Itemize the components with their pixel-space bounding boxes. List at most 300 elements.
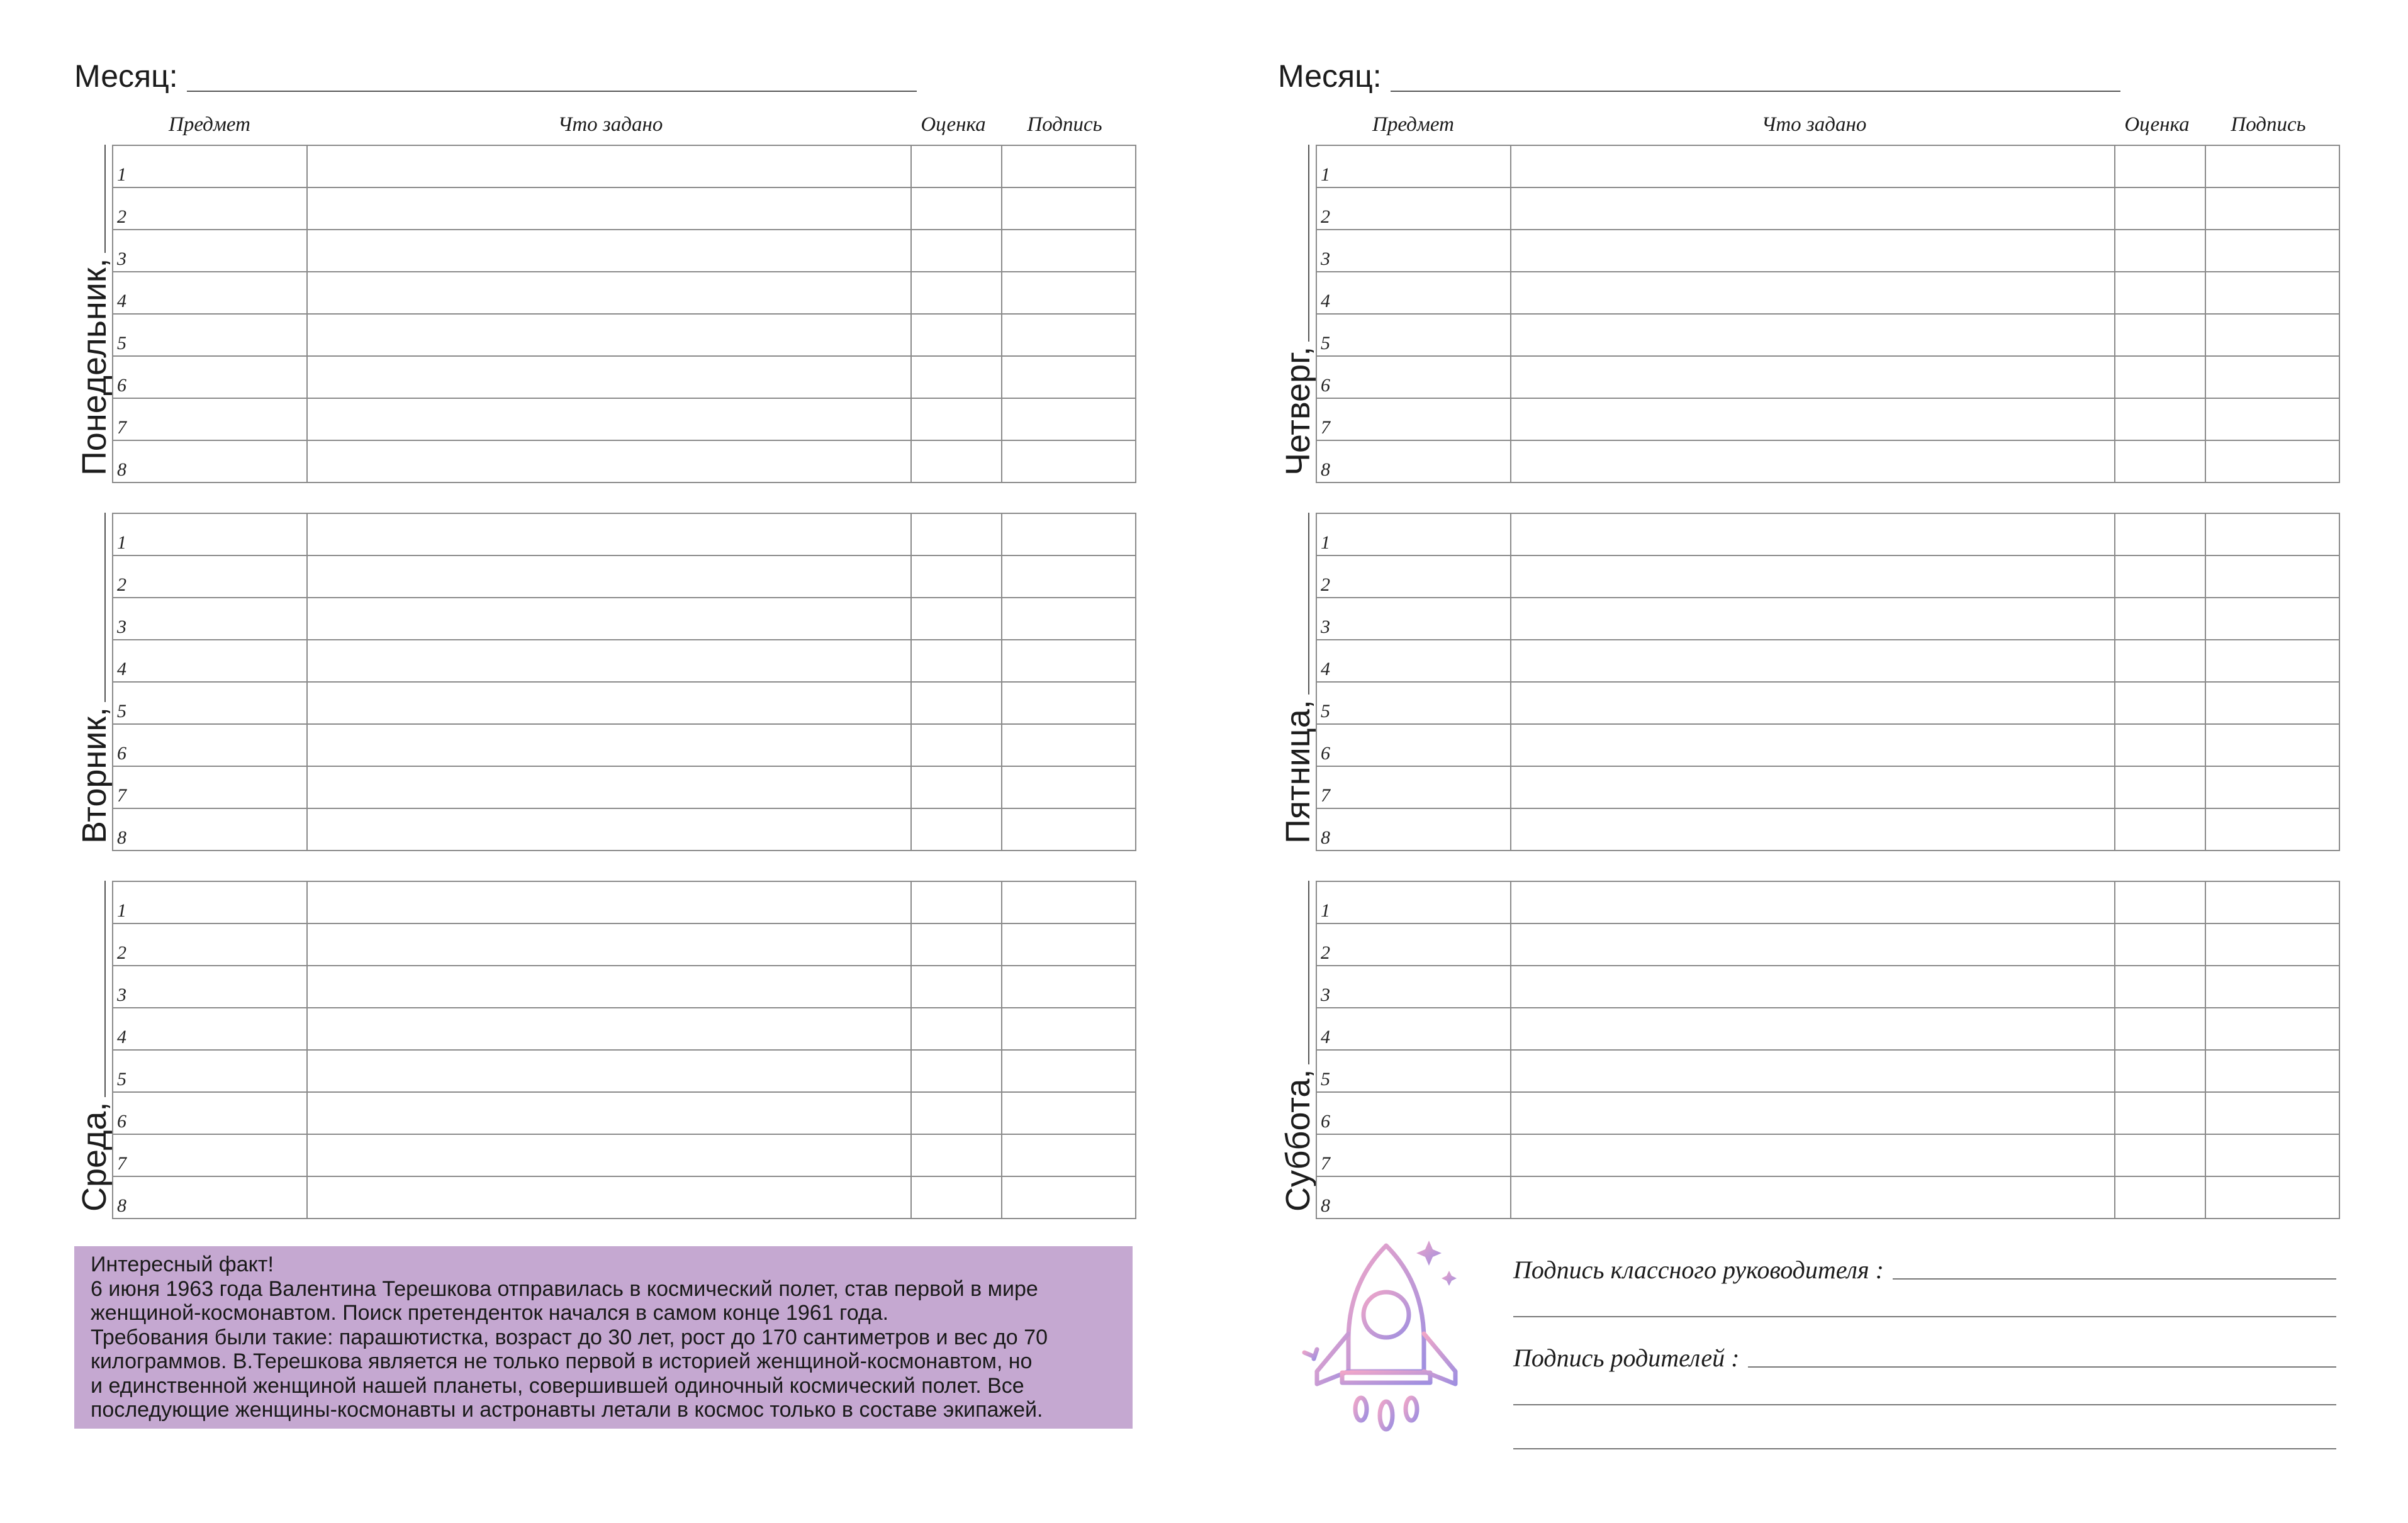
task-cell[interactable] xyxy=(307,1050,911,1092)
subject-cell[interactable] xyxy=(113,766,307,808)
table-row xyxy=(1316,1176,2339,1219)
lesson-number: 4 xyxy=(1321,291,1330,311)
rocket-icon xyxy=(1279,1227,1493,1441)
lesson-number: 3 xyxy=(1321,248,1330,269)
lesson-number: 6 xyxy=(117,1111,126,1132)
signature-cell[interactable] xyxy=(2205,272,2339,314)
grade-cell[interactable] xyxy=(911,1050,1002,1092)
table-row xyxy=(113,1176,1136,1219)
subject-cell[interactable] xyxy=(113,398,307,440)
day-label-friday: Пятница, xyxy=(1279,700,1317,844)
task-cell[interactable] xyxy=(307,881,911,923)
subject-cell[interactable] xyxy=(1316,440,1511,483)
day-date-line[interactable] xyxy=(1308,881,1309,1064)
lesson-number: 7 xyxy=(117,785,126,806)
task-cell[interactable] xyxy=(1511,766,2115,808)
signature-cell[interactable] xyxy=(2205,356,2339,398)
signature-cell[interactable] xyxy=(2205,923,2339,966)
task-cell[interactable] xyxy=(307,598,911,640)
subject-cell[interactable] xyxy=(1316,766,1511,808)
task-cell[interactable] xyxy=(307,766,911,808)
homework-table-friday xyxy=(1316,513,2340,851)
lesson-number: 4 xyxy=(117,291,126,311)
column-header-subject: Предмет xyxy=(169,113,250,136)
lesson-number: 4 xyxy=(1321,659,1330,679)
signature-cell[interactable] xyxy=(2205,1008,2339,1050)
day-label-wednesday: Среда, xyxy=(76,1102,113,1212)
lesson-number: 6 xyxy=(117,375,126,396)
task-cell[interactable] xyxy=(1511,513,2115,555)
lesson-number: 8 xyxy=(117,1195,126,1216)
task-cell[interactable] xyxy=(1511,724,2115,766)
subject-cell[interactable] xyxy=(113,356,307,398)
table-row xyxy=(1316,724,2339,766)
task-cell[interactable] xyxy=(1511,314,2115,356)
grade-cell[interactable] xyxy=(2115,230,2205,272)
grade-cell[interactable] xyxy=(911,272,1002,314)
grade-cell[interactable] xyxy=(911,187,1002,230)
signature-cell[interactable] xyxy=(2205,230,2339,272)
parents-signature-line-3[interactable] xyxy=(1513,1448,2336,1449)
signature-cell[interactable] xyxy=(1002,1092,1136,1134)
grade-cell[interactable] xyxy=(2115,398,2205,440)
day-date-line[interactable] xyxy=(1308,513,1309,695)
month-input-line[interactable] xyxy=(187,91,917,92)
teacher-signature-line-2[interactable] xyxy=(1513,1316,2336,1317)
signature-cell[interactable] xyxy=(1002,187,1136,230)
task-cell[interactable] xyxy=(1511,230,2115,272)
day-date-line[interactable] xyxy=(104,145,106,253)
signature-cell[interactable] xyxy=(2205,598,2339,640)
task-cell[interactable] xyxy=(307,145,911,187)
subject-cell[interactable] xyxy=(1316,356,1511,398)
grade-cell[interactable] xyxy=(2115,682,2205,724)
task-cell[interactable] xyxy=(307,1134,911,1176)
lesson-number: 2 xyxy=(117,206,126,227)
signature-cell[interactable] xyxy=(2205,1176,2339,1219)
table-row xyxy=(113,1134,1136,1176)
subject-cell[interactable] xyxy=(1316,640,1511,682)
grade-cell[interactable] xyxy=(2115,1008,2205,1050)
task-cell[interactable] xyxy=(1511,923,2115,966)
grade-cell[interactable] xyxy=(911,440,1002,483)
lesson-number: 5 xyxy=(1321,701,1330,722)
signature-cell[interactable] xyxy=(2205,1134,2339,1176)
signature-cell[interactable] xyxy=(2205,187,2339,230)
signature-cell[interactable] xyxy=(1002,398,1136,440)
subject-cell[interactable] xyxy=(1316,724,1511,766)
lesson-number: 3 xyxy=(117,985,126,1005)
day-block-wednesday xyxy=(74,881,1131,1216)
task-cell[interactable] xyxy=(307,272,911,314)
table-row xyxy=(113,440,1136,483)
table-row xyxy=(113,356,1136,398)
grade-cell[interactable] xyxy=(2115,356,2205,398)
grade-cell[interactable] xyxy=(2115,1134,2205,1176)
task-cell[interactable] xyxy=(307,356,911,398)
day-date-line[interactable] xyxy=(104,881,106,1097)
subject-cell[interactable] xyxy=(1316,881,1511,923)
grade-cell[interactable] xyxy=(2115,1092,2205,1134)
signature-cell[interactable] xyxy=(2205,314,2339,356)
table-row xyxy=(113,145,1136,187)
signature-cell[interactable] xyxy=(2205,808,2339,851)
signature-cell[interactable] xyxy=(2205,766,2339,808)
task-cell[interactable] xyxy=(307,398,911,440)
subject-cell[interactable] xyxy=(113,272,307,314)
task-cell[interactable] xyxy=(307,555,911,598)
grade-cell[interactable] xyxy=(911,513,1002,555)
subject-cell[interactable] xyxy=(1316,555,1511,598)
signature-cell[interactable] xyxy=(1002,1134,1136,1176)
task-cell[interactable] xyxy=(307,682,911,724)
grade-cell[interactable] xyxy=(911,1134,1002,1176)
task-cell[interactable] xyxy=(307,440,911,483)
table-row xyxy=(1316,881,2339,923)
grade-cell[interactable] xyxy=(2115,808,2205,851)
signature-cell[interactable] xyxy=(2205,881,2339,923)
subject-cell[interactable] xyxy=(1316,513,1511,555)
subject-cell[interactable] xyxy=(113,598,307,640)
day-block-monday xyxy=(74,145,1131,480)
column-header-task: Что задано xyxy=(557,113,663,136)
homework-table-wednesday xyxy=(112,881,1136,1219)
table-row xyxy=(113,272,1136,314)
grade-cell[interactable] xyxy=(2115,314,2205,356)
subject-cell[interactable] xyxy=(1316,808,1511,851)
signature-cell[interactable] xyxy=(1002,1050,1136,1092)
subject-cell[interactable] xyxy=(113,1176,307,1219)
grade-cell[interactable] xyxy=(911,640,1002,682)
grade-cell[interactable] xyxy=(911,724,1002,766)
grade-cell[interactable] xyxy=(2115,766,2205,808)
column-header-grade: Оценка xyxy=(2124,113,2190,136)
lesson-number: 4 xyxy=(117,1027,126,1047)
lesson-number: 5 xyxy=(117,1069,126,1090)
subject-cell[interactable] xyxy=(113,145,307,187)
lesson-number: 1 xyxy=(117,164,126,185)
signature-cell[interactable] xyxy=(2205,555,2339,598)
homework-table-saturday xyxy=(1316,881,2340,1219)
teacher-signature-row xyxy=(1513,1255,2336,1285)
day-block-thursday xyxy=(1278,145,2335,480)
grade-cell[interactable] xyxy=(2115,640,2205,682)
table-row xyxy=(113,1092,1136,1134)
subject-cell[interactable] xyxy=(113,640,307,682)
task-cell[interactable] xyxy=(1511,145,2115,187)
signature-cell[interactable] xyxy=(1002,923,1136,966)
task-cell[interactable] xyxy=(307,513,911,555)
table-row xyxy=(1316,314,2339,356)
signature-cell[interactable] xyxy=(1002,513,1136,555)
signature-cell[interactable] xyxy=(1002,881,1136,923)
task-cell[interactable] xyxy=(307,1092,911,1134)
grade-cell[interactable] xyxy=(911,356,1002,398)
subject-cell[interactable] xyxy=(113,187,307,230)
subject-cell[interactable] xyxy=(1316,314,1511,356)
subject-cell[interactable] xyxy=(1316,145,1511,187)
subject-cell[interactable] xyxy=(113,513,307,555)
signature-cell[interactable] xyxy=(2205,1050,2339,1092)
task-cell[interactable] xyxy=(1511,272,2115,314)
signature-cell[interactable] xyxy=(2205,513,2339,555)
table-row xyxy=(113,966,1136,1008)
month-input-line[interactable] xyxy=(1391,91,2120,92)
subject-cell[interactable] xyxy=(1316,598,1511,640)
signature-cell[interactable] xyxy=(1002,598,1136,640)
task-cell[interactable] xyxy=(1511,440,2115,483)
signature-cell[interactable] xyxy=(2205,398,2339,440)
table-row xyxy=(113,682,1136,724)
signature-cell[interactable] xyxy=(1002,724,1136,766)
table-row xyxy=(113,640,1136,682)
grade-cell[interactable] xyxy=(911,230,1002,272)
task-cell[interactable] xyxy=(307,724,911,766)
task-cell[interactable] xyxy=(1511,398,2115,440)
lesson-number: 4 xyxy=(117,659,126,679)
grade-cell[interactable] xyxy=(2115,1176,2205,1219)
month-row xyxy=(1278,58,2120,94)
subject-cell[interactable] xyxy=(113,1134,307,1176)
task-cell[interactable] xyxy=(1511,1050,2115,1092)
lesson-number: 8 xyxy=(1321,459,1330,480)
task-cell[interactable] xyxy=(1511,808,2115,851)
task-cell[interactable] xyxy=(1511,966,2115,1008)
grade-cell[interactable] xyxy=(2115,272,2205,314)
day-date-line[interactable] xyxy=(1308,145,1309,342)
task-cell[interactable] xyxy=(1511,598,2115,640)
column-header-grade: Оценка xyxy=(921,113,986,136)
subject-cell[interactable] xyxy=(1316,398,1511,440)
grade-cell[interactable] xyxy=(2115,187,2205,230)
signature-cell[interactable] xyxy=(2205,440,2339,483)
signature-cell[interactable] xyxy=(1002,808,1136,851)
grade-cell[interactable] xyxy=(911,145,1002,187)
task-cell[interactable] xyxy=(1511,356,2115,398)
grade-cell[interactable] xyxy=(2115,881,2205,923)
signature-cell[interactable] xyxy=(1002,145,1136,187)
grade-cell[interactable] xyxy=(2115,555,2205,598)
grade-cell[interactable] xyxy=(911,1008,1002,1050)
subject-cell[interactable] xyxy=(1316,966,1511,1008)
lesson-number: 2 xyxy=(1321,574,1330,595)
signature-cell[interactable] xyxy=(1002,1008,1136,1050)
table-row xyxy=(1316,598,2339,640)
grade-cell[interactable] xyxy=(911,1092,1002,1134)
grade-cell[interactable] xyxy=(911,966,1002,1008)
fact-line: женщиной-космонавтом. Поиск претенденток начался в самом конце 1961 года. xyxy=(91,1301,889,1325)
lesson-number: 7 xyxy=(1321,1153,1330,1174)
grade-cell[interactable] xyxy=(911,314,1002,356)
lesson-number: 2 xyxy=(117,574,126,595)
task-cell[interactable] xyxy=(1511,1008,2115,1050)
subject-cell[interactable] xyxy=(113,1050,307,1092)
task-cell[interactable] xyxy=(1511,640,2115,682)
task-cell[interactable] xyxy=(307,966,911,1008)
task-cell[interactable] xyxy=(1511,187,2115,230)
table-row xyxy=(1316,145,2339,187)
table-row xyxy=(1316,440,2339,483)
lesson-number: 5 xyxy=(117,701,126,722)
subject-cell[interactable] xyxy=(113,1008,307,1050)
table-row xyxy=(1316,187,2339,230)
grade-cell[interactable] xyxy=(911,398,1002,440)
subject-cell[interactable] xyxy=(113,555,307,598)
signature-cell[interactable] xyxy=(1002,682,1136,724)
table-row xyxy=(113,187,1136,230)
subject-cell[interactable] xyxy=(1316,1050,1511,1092)
subject-cell[interactable] xyxy=(1316,1134,1511,1176)
signature-cell[interactable] xyxy=(2205,1092,2339,1134)
subject-cell[interactable] xyxy=(113,808,307,851)
day-block-friday xyxy=(1278,513,2335,848)
signature-cell[interactable] xyxy=(2205,640,2339,682)
signature-cell[interactable] xyxy=(1002,1176,1136,1219)
parents-signature-row xyxy=(1513,1343,2336,1373)
table-row xyxy=(113,598,1136,640)
subject-cell[interactable] xyxy=(1316,1176,1511,1219)
task-cell[interactable] xyxy=(307,1008,911,1050)
task-cell[interactable] xyxy=(1511,1092,2115,1134)
subject-cell[interactable] xyxy=(113,440,307,483)
table-row xyxy=(1316,766,2339,808)
subject-cell[interactable] xyxy=(1316,272,1511,314)
month-label: Месяц: xyxy=(74,59,178,94)
fact-line: килограммов. В.Терешкова является не только первой в историей женщиной-космонавтом, но xyxy=(91,1349,1033,1373)
table-row xyxy=(113,398,1136,440)
subject-cell[interactable] xyxy=(113,966,307,1008)
day-label-saturday: Суббота, xyxy=(1279,1069,1317,1212)
teacher-signature-line[interactable] xyxy=(1893,1278,2336,1280)
subject-cell[interactable] xyxy=(1316,923,1511,966)
table-row xyxy=(113,555,1136,598)
lesson-number: 6 xyxy=(1321,1111,1330,1132)
grade-cell[interactable] xyxy=(2115,923,2205,966)
parents-signature-line-2[interactable] xyxy=(1513,1404,2336,1405)
grade-cell[interactable] xyxy=(911,766,1002,808)
signature-cell[interactable] xyxy=(2205,966,2339,1008)
day-label-thursday: Четверг, xyxy=(1279,346,1317,476)
lesson-number: 6 xyxy=(117,743,126,764)
day-date-line[interactable] xyxy=(104,513,106,702)
lesson-number: 3 xyxy=(117,616,126,637)
signature-cell[interactable] xyxy=(1002,766,1136,808)
grade-cell[interactable] xyxy=(911,555,1002,598)
subject-cell[interactable] xyxy=(113,724,307,766)
homework-table-monday xyxy=(112,145,1136,483)
fact-line: последующие женщины-космонавты и астронавты летали в космос только в составе экипажей. xyxy=(91,1398,1043,1422)
grade-cell[interactable] xyxy=(2115,513,2205,555)
signature-cell[interactable] xyxy=(1002,555,1136,598)
grade-cell[interactable] xyxy=(2115,145,2205,187)
table-row xyxy=(1316,640,2339,682)
table-row xyxy=(1316,808,2339,851)
column-header-signature: Подпись xyxy=(1027,113,1102,136)
month-row xyxy=(74,58,917,94)
task-cell[interactable] xyxy=(307,640,911,682)
table-row xyxy=(113,513,1136,555)
subject-cell[interactable] xyxy=(1316,230,1511,272)
lesson-number: 3 xyxy=(1321,616,1330,637)
table-row xyxy=(1316,1050,2339,1092)
task-cell[interactable] xyxy=(307,187,911,230)
task-cell[interactable] xyxy=(1511,1176,2115,1219)
lesson-number: 5 xyxy=(1321,333,1330,354)
lesson-number: 3 xyxy=(117,248,126,269)
table-row xyxy=(1316,230,2339,272)
subject-cell[interactable] xyxy=(113,881,307,923)
subject-cell[interactable] xyxy=(113,923,307,966)
task-cell[interactable] xyxy=(307,1176,911,1219)
task-cell[interactable] xyxy=(307,314,911,356)
subject-cell[interactable] xyxy=(113,230,307,272)
table-row xyxy=(113,1050,1136,1092)
homework-table-tuesday xyxy=(112,513,1136,851)
signature-cell[interactable] xyxy=(1002,640,1136,682)
signature-cell[interactable] xyxy=(1002,314,1136,356)
column-header-subject: Предмет xyxy=(1372,113,1454,136)
signature-cell[interactable] xyxy=(1002,356,1136,398)
day-block-tuesday xyxy=(74,513,1131,848)
grade-cell[interactable] xyxy=(911,881,1002,923)
grade-cell[interactable] xyxy=(911,1176,1002,1219)
grade-cell[interactable] xyxy=(2115,724,2205,766)
task-cell[interactable] xyxy=(1511,555,2115,598)
parents-signature-line[interactable] xyxy=(1748,1366,2336,1368)
task-cell[interactable] xyxy=(307,808,911,851)
grade-cell[interactable] xyxy=(2115,598,2205,640)
grade-cell[interactable] xyxy=(911,923,1002,966)
grade-cell[interactable] xyxy=(911,598,1002,640)
subject-cell[interactable] xyxy=(113,314,307,356)
grade-cell[interactable] xyxy=(2115,1050,2205,1092)
signature-cell[interactable] xyxy=(1002,966,1136,1008)
subject-cell[interactable] xyxy=(1316,682,1511,724)
day-label-tuesday: Вторник, xyxy=(76,706,113,844)
task-cell[interactable] xyxy=(1511,881,2115,923)
task-cell[interactable] xyxy=(307,923,911,966)
task-cell[interactable] xyxy=(307,230,911,272)
signature-cell[interactable] xyxy=(2205,145,2339,187)
task-cell[interactable] xyxy=(1511,1134,2115,1176)
subject-cell[interactable] xyxy=(113,682,307,724)
fact-line: Требования были такие: парашютистка, возраст до 30 лет, рост до 170 сантиметров и вес до 70 xyxy=(91,1325,1048,1349)
table-row xyxy=(113,923,1136,966)
subject-cell[interactable] xyxy=(113,1092,307,1134)
subject-cell[interactable] xyxy=(1316,1092,1511,1134)
lesson-number: 8 xyxy=(117,827,126,848)
signature-cell[interactable] xyxy=(2205,682,2339,724)
grade-cell[interactable] xyxy=(911,808,1002,851)
grade-cell[interactable] xyxy=(911,682,1002,724)
lesson-number: 2 xyxy=(117,942,126,963)
subject-cell[interactable] xyxy=(1316,187,1511,230)
lesson-number: 1 xyxy=(1321,900,1330,921)
signature-cell[interactable] xyxy=(2205,724,2339,766)
lesson-number: 2 xyxy=(1321,942,1330,963)
grade-cell[interactable] xyxy=(2115,966,2205,1008)
grade-cell[interactable] xyxy=(2115,440,2205,483)
signature-cell[interactable] xyxy=(1002,440,1136,483)
lesson-number: 1 xyxy=(1321,164,1330,185)
subject-cell[interactable] xyxy=(1316,1008,1511,1050)
lesson-number: 5 xyxy=(117,333,126,354)
parents-signature-label: Подпись родителей : xyxy=(1513,1344,1740,1372)
task-cell[interactable] xyxy=(1511,682,2115,724)
signature-cell[interactable] xyxy=(1002,272,1136,314)
column-header-signature: Подпись xyxy=(2231,113,2306,136)
signature-cell[interactable] xyxy=(1002,230,1136,272)
